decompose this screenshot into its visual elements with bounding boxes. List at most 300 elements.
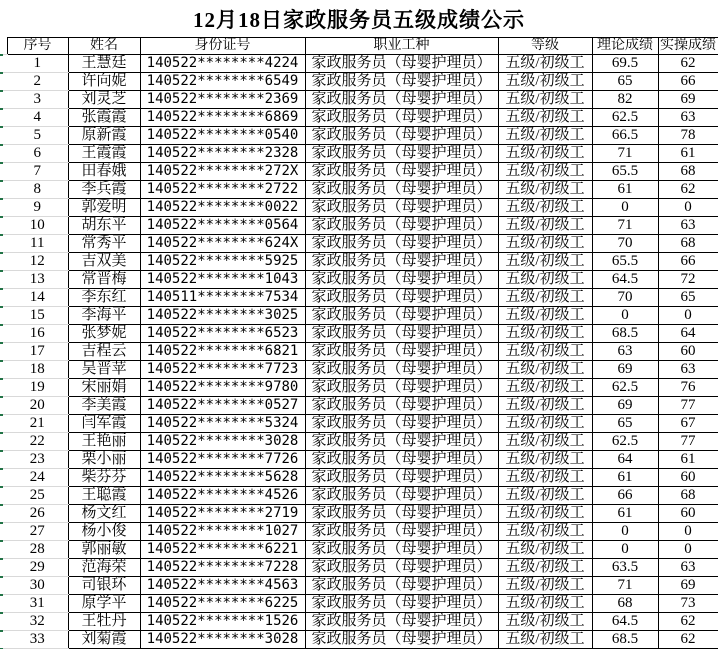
cell-level[interactable]: 五级/初级工 (498, 127, 592, 145)
table-row (0, 181, 718, 199)
cell-practical[interactable]: 69 (658, 91, 718, 109)
cell-occupation[interactable]: 家政服务员（母婴护理员） (305, 217, 498, 235)
margin-cell (0, 271, 7, 289)
cell-name[interactable]: 原新霞 (68, 127, 140, 145)
cell-theory[interactable]: 63 (592, 343, 658, 361)
table-row (0, 217, 718, 235)
table-row (0, 577, 718, 595)
cell-id[interactable]: 140522********4563 (140, 577, 305, 595)
cell-id[interactable]: 140522********0540 (140, 127, 305, 145)
cell-theory[interactable]: 71 (592, 145, 658, 163)
header-practical[interactable]: 实操成绩 (660, 38, 716, 53)
cell-id[interactable]: 140522********3028 (140, 631, 305, 649)
cell-no[interactable]: 24 (7, 469, 68, 487)
cell-practical[interactable]: 62 (658, 613, 718, 631)
cell-no[interactable]: 18 (7, 361, 68, 379)
cell-occupation[interactable]: 家政服务员（母婴护理员） (305, 109, 498, 127)
margin-cell (0, 451, 7, 469)
cell-id[interactable]: 140511********7534 (140, 289, 305, 307)
cell-practical[interactable]: 68 (658, 163, 718, 181)
cell-level[interactable]: 五级/初级工 (498, 595, 592, 613)
table-row (0, 55, 718, 73)
cell-no[interactable]: 10 (7, 217, 68, 235)
cell-no[interactable]: 9 (7, 199, 68, 217)
cell-no[interactable]: 19 (7, 379, 68, 397)
cell-theory[interactable]: 65 (592, 415, 658, 433)
cell-id[interactable]: 140522********6225 (140, 595, 305, 613)
cell-id[interactable]: 140522********0022 (140, 199, 305, 217)
cell-practical[interactable]: 77 (658, 433, 718, 451)
page-title: 12月18日家政服务员五级成绩公示 (193, 7, 525, 32)
cell-level[interactable]: 五级/初级工 (498, 379, 592, 397)
margin-cell (0, 559, 7, 577)
cell-id[interactable]: 140522********6549 (140, 73, 305, 91)
cell-practical[interactable]: 68 (658, 235, 718, 253)
cell-name[interactable]: 柴芬芬 (68, 469, 140, 487)
cell-no[interactable]: 28 (7, 541, 68, 559)
cell-name[interactable]: 刘灵芝 (68, 91, 140, 109)
cell-level[interactable]: 五级/初级工 (498, 505, 592, 523)
margin-cell (0, 199, 7, 217)
cell-no[interactable]: 22 (7, 433, 68, 451)
table-row (0, 613, 718, 631)
cell-name[interactable]: 李兵霞 (68, 181, 140, 199)
margin-cell (0, 397, 7, 415)
cell-no[interactable]: 13 (7, 271, 68, 289)
header-id[interactable]: 身份证号 (140, 38, 305, 55)
cell-no[interactable]: 23 (7, 451, 68, 469)
table-row (0, 73, 718, 91)
cell-no[interactable]: 2 (7, 73, 68, 91)
cell-practical[interactable]: 63 (658, 361, 718, 379)
cell-theory[interactable]: 68 (592, 595, 658, 613)
margin-cell (0, 73, 7, 91)
cell-practical[interactable]: 66 (658, 253, 718, 271)
table-row (0, 91, 718, 109)
cell-no[interactable]: 14 (7, 289, 68, 307)
header-row (0, 38, 718, 55)
cell-no[interactable]: 33 (7, 631, 68, 649)
cell-id[interactable]: 140522********1027 (140, 523, 305, 541)
cell-theory[interactable]: 70 (592, 235, 658, 253)
cell-occupation[interactable]: 家政服务员（母婴护理员） (305, 595, 498, 613)
cell-theory[interactable]: 70 (592, 289, 658, 307)
cell-no[interactable]: 21 (7, 415, 68, 433)
cell-theory[interactable]: 0 (592, 523, 658, 541)
cell-name[interactable]: 常秀平 (68, 235, 140, 253)
cell-level[interactable]: 五级/初级工 (498, 163, 592, 181)
cell-theory[interactable]: 64.5 (592, 613, 658, 631)
margin-cell (0, 253, 7, 271)
cell-practical[interactable]: 67 (658, 415, 718, 433)
cell-theory[interactable]: 66.5 (592, 127, 658, 145)
margin-cell (0, 613, 7, 631)
cell-occupation[interactable]: 家政服务员（母婴护理员） (305, 163, 498, 181)
cell-id[interactable]: 140522********5628 (140, 469, 305, 487)
cell-name[interactable]: 杨小俊 (68, 523, 140, 541)
cell-practical[interactable]: 0 (658, 307, 718, 325)
scores-table (0, 37, 718, 649)
cell-no[interactable]: 16 (7, 325, 68, 343)
cell-id[interactable]: 140522********7228 (140, 559, 305, 577)
cell-practical[interactable]: 60 (658, 343, 718, 361)
cell-practical[interactable]: 0 (658, 523, 718, 541)
cell-practical[interactable]: 78 (658, 127, 718, 145)
cell-id[interactable]: 140522********0527 (140, 397, 305, 415)
cell-practical[interactable]: 61 (658, 145, 718, 163)
cell-theory[interactable]: 65.5 (592, 253, 658, 271)
margin-cell (0, 415, 7, 433)
cell-no[interactable]: 31 (7, 595, 68, 613)
table-row (0, 109, 718, 127)
cell-name[interactable]: 吉程云 (68, 343, 140, 361)
cell-occupation[interactable]: 家政服务员（母婴护理员） (305, 577, 498, 595)
cell-occupation[interactable]: 家政服务员（母婴护理员） (305, 145, 498, 163)
cell-theory[interactable]: 68.5 (592, 631, 658, 649)
cell-name[interactable]: 许向妮 (68, 73, 140, 91)
cell-no[interactable]: 20 (7, 397, 68, 415)
cell-name[interactable]: 栗小丽 (68, 451, 140, 469)
cell-theory[interactable]: 66 (592, 487, 658, 505)
cell-no[interactable]: 29 (7, 559, 68, 577)
cell-occupation[interactable]: 家政服务员（母婴护理员） (305, 505, 498, 523)
cell-id[interactable]: 140522********6821 (140, 343, 305, 361)
margin-cell (0, 361, 7, 379)
cell-occupation[interactable]: 家政服务员（母婴护理员） (305, 91, 498, 109)
cell-no[interactable]: 30 (7, 577, 68, 595)
table-row (0, 145, 718, 163)
table-row (0, 559, 718, 577)
cell-occupation[interactable]: 家政服务员（母婴护理员） (305, 199, 498, 217)
cell-practical[interactable]: 66 (658, 73, 718, 91)
cell-name[interactable]: 杨文红 (68, 505, 140, 523)
cell-level[interactable]: 五级/初级工 (498, 613, 592, 631)
cell-name[interactable]: 张霞霞 (68, 109, 140, 127)
margin-cell (0, 325, 7, 343)
cell-theory[interactable]: 0 (592, 307, 658, 325)
cell-name[interactable]: 张梦妮 (68, 325, 140, 343)
margin-cell (0, 38, 7, 55)
cell-level[interactable]: 五级/初级工 (498, 253, 592, 271)
margin-cell (0, 109, 7, 127)
cell-theory[interactable]: 62.5 (592, 109, 658, 127)
cell-occupation[interactable]: 家政服务员（母婴护理员） (305, 397, 498, 415)
cell-practical[interactable]: 62 (658, 55, 718, 73)
cell-theory[interactable]: 61 (592, 505, 658, 523)
cell-level[interactable]: 五级/初级工 (498, 91, 592, 109)
cell-id[interactable]: 140522********3028 (140, 433, 305, 451)
cell-name[interactable]: 司银环 (68, 577, 140, 595)
cell-practical[interactable]: 72 (658, 271, 718, 289)
cell-occupation[interactable]: 家政服务员（母婴护理员） (305, 523, 498, 541)
cell-occupation[interactable]: 家政服务员（母婴护理员） (305, 613, 498, 631)
cell-level[interactable]: 五级/初级工 (498, 289, 592, 307)
cell-id[interactable]: 140522********9780 (140, 379, 305, 397)
cell-theory[interactable]: 65.5 (592, 163, 658, 181)
cell-practical[interactable]: 76 (658, 379, 718, 397)
table-row (0, 307, 718, 325)
cell-occupation[interactable]: 家政服务员（母婴护理员） (305, 343, 498, 361)
cell-occupation[interactable]: 家政服务员（母婴护理员） (305, 253, 498, 271)
cell-practical[interactable]: 65 (658, 289, 718, 307)
cell-level[interactable]: 五级/初级工 (498, 325, 592, 343)
cell-id[interactable]: 140522********6869 (140, 109, 305, 127)
cell-occupation[interactable]: 家政服务员（母婴护理员） (305, 73, 498, 91)
cell-no[interactable]: 15 (7, 307, 68, 325)
cell-level[interactable]: 五级/初级工 (498, 397, 592, 415)
cell-theory[interactable]: 61 (592, 469, 658, 487)
cell-practical[interactable]: 61 (658, 451, 718, 469)
margin-cell (0, 181, 7, 199)
cell-theory[interactable]: 64.5 (592, 271, 658, 289)
cell-practical[interactable]: 77 (658, 397, 718, 415)
margin-cell (0, 631, 7, 649)
cell-name[interactable]: 李东红 (68, 289, 140, 307)
cell-no[interactable]: 4 (7, 109, 68, 127)
cell-practical[interactable]: 63 (658, 559, 718, 577)
cell-id[interactable]: 140522********2369 (140, 91, 305, 109)
margin-cell (0, 127, 7, 145)
table-row (0, 433, 718, 451)
cell-id[interactable]: 140522********2719 (140, 505, 305, 523)
cell-name[interactable]: 闫军霞 (68, 415, 140, 433)
margin-cell (0, 505, 7, 523)
cell-name[interactable]: 宋丽娟 (68, 379, 140, 397)
header-name[interactable]: 姓名 (68, 38, 140, 55)
margin-cell (0, 307, 7, 325)
cell-occupation[interactable]: 家政服务员（母婴护理员） (305, 541, 498, 559)
cell-id[interactable]: 140522********7723 (140, 361, 305, 379)
cell-name[interactable]: 王慧廷 (68, 55, 140, 73)
cell-id[interactable]: 140522********3025 (140, 307, 305, 325)
table-row (0, 271, 718, 289)
cell-occupation[interactable]: 家政服务员（母婴护理员） (305, 127, 498, 145)
cell-occupation[interactable]: 家政服务员（母婴护理员） (305, 271, 498, 289)
cell-name[interactable]: 吴晋苹 (68, 361, 140, 379)
cell-occupation[interactable]: 家政服务员（母婴护理员） (305, 469, 498, 487)
header-occupation[interactable]: 职业工种 (305, 38, 498, 55)
table-row (0, 289, 718, 307)
margin-cell (0, 523, 7, 541)
cell-theory[interactable]: 62.5 (592, 379, 658, 397)
cell-id[interactable]: 140522********2722 (140, 181, 305, 199)
margin-cell (0, 55, 7, 73)
cell-level[interactable]: 五级/初级工 (498, 109, 592, 127)
cell-theory[interactable]: 69.5 (592, 55, 658, 73)
cell-theory[interactable]: 71 (592, 217, 658, 235)
cell-theory[interactable]: 61 (592, 181, 658, 199)
cell-no[interactable]: 26 (7, 505, 68, 523)
cell-name[interactable]: 李美霞 (68, 397, 140, 415)
cell-practical[interactable]: 64 (658, 325, 718, 343)
cell-level[interactable]: 五级/初级工 (498, 271, 592, 289)
margin-cell (0, 487, 7, 505)
cell-level[interactable]: 五级/初级工 (498, 523, 592, 541)
cell-no[interactable]: 3 (7, 91, 68, 109)
cell-id[interactable]: 140522********0564 (140, 217, 305, 235)
table-row (0, 415, 718, 433)
cell-id[interactable]: 140522********2328 (140, 145, 305, 163)
margin-cell (0, 577, 7, 595)
cell-occupation[interactable]: 家政服务员（母婴护理员） (305, 379, 498, 397)
margin-cell (0, 469, 7, 487)
cell-occupation[interactable]: 家政服务员（母婴护理员） (305, 289, 498, 307)
cell-practical[interactable]: 60 (658, 505, 718, 523)
cell-occupation[interactable]: 家政服务员（母婴护理员） (305, 235, 498, 253)
cell-occupation[interactable]: 家政服务员（母婴护理员） (305, 325, 498, 343)
cell-id[interactable]: 140522********1043 (140, 271, 305, 289)
cell-no[interactable]: 17 (7, 343, 68, 361)
margin-cell (0, 289, 7, 307)
cell-practical[interactable]: 0 (658, 541, 718, 559)
cell-level[interactable]: 五级/初级工 (498, 433, 592, 451)
table-row (0, 523, 718, 541)
cell-no[interactable]: 12 (7, 253, 68, 271)
cell-name[interactable]: 王聪霞 (68, 487, 140, 505)
cell-name[interactable]: 郭爱明 (68, 199, 140, 217)
margin-cell (0, 433, 7, 451)
cell-level[interactable]: 五级/初级工 (498, 199, 592, 217)
cell-level[interactable]: 五级/初级工 (498, 469, 592, 487)
cell-no[interactable]: 1 (7, 55, 68, 73)
cell-level[interactable]: 五级/初级工 (498, 181, 592, 199)
cell-no[interactable]: 7 (7, 163, 68, 181)
margin-cell (0, 343, 7, 361)
cell-name[interactable]: 常晋梅 (68, 271, 140, 289)
cell-name[interactable]: 田春娥 (68, 163, 140, 181)
cell-name[interactable]: 范海荣 (68, 559, 140, 577)
margin-cell (0, 541, 7, 559)
cell-level[interactable]: 五级/初级工 (498, 73, 592, 91)
table-row (0, 487, 718, 505)
cell-level[interactable]: 五级/初级工 (498, 145, 592, 163)
cell-level[interactable]: 五级/初级工 (498, 415, 592, 433)
cell-no[interactable]: 8 (7, 181, 68, 199)
cell-practical[interactable]: 62 (658, 631, 718, 649)
cell-level[interactable]: 五级/初级工 (498, 487, 592, 505)
header-no[interactable]: 序号 (7, 38, 68, 55)
cell-theory[interactable]: 69 (592, 397, 658, 415)
cell-occupation[interactable]: 家政服务员（母婴护理员） (305, 433, 498, 451)
cell-occupation[interactable]: 家政服务员（母婴护理员） (305, 181, 498, 199)
cell-practical[interactable]: 68 (658, 487, 718, 505)
cell-practical[interactable]: 69 (658, 577, 718, 595)
cell-name[interactable]: 吉双美 (68, 253, 140, 271)
cell-theory[interactable]: 82 (592, 91, 658, 109)
cell-level[interactable]: 五级/初级工 (498, 361, 592, 379)
cell-level[interactable]: 五级/初级工 (498, 577, 592, 595)
cell-id[interactable]: 140522********7726 (140, 451, 305, 469)
table-row (0, 451, 718, 469)
cell-no[interactable]: 6 (7, 145, 68, 163)
cell-id[interactable]: 140522********6523 (140, 325, 305, 343)
cell-id[interactable]: 140522********1526 (140, 613, 305, 631)
cell-id[interactable]: 140522********4526 (140, 487, 305, 505)
cell-theory[interactable]: 0 (592, 199, 658, 217)
table-row (0, 541, 718, 559)
cell-occupation[interactable]: 家政服务员（母婴护理员） (305, 415, 498, 433)
cell-name[interactable]: 王艳丽 (68, 433, 140, 451)
cell-practical[interactable]: 60 (658, 469, 718, 487)
cell-theory[interactable]: 0 (592, 541, 658, 559)
cell-no[interactable]: 25 (7, 487, 68, 505)
table-row (0, 127, 718, 145)
cell-level[interactable]: 五级/初级工 (498, 541, 592, 559)
table-row (0, 631, 718, 649)
cell-id[interactable]: 140522********272X (140, 163, 305, 181)
cell-name[interactable]: 郭丽敏 (68, 541, 140, 559)
cell-no[interactable]: 32 (7, 613, 68, 631)
cell-occupation[interactable]: 家政服务员（母婴护理员） (305, 631, 498, 649)
cell-theory[interactable]: 64 (592, 451, 658, 469)
table-row (0, 469, 718, 487)
margin-cell (0, 145, 7, 163)
cell-practical[interactable]: 73 (658, 595, 718, 613)
cell-level[interactable]: 五级/初级工 (498, 307, 592, 325)
cell-level[interactable]: 五级/初级工 (498, 235, 592, 253)
cell-no[interactable]: 5 (7, 127, 68, 145)
cell-occupation[interactable]: 家政服务员（母婴护理员） (305, 307, 498, 325)
cell-theory[interactable]: 63.5 (592, 559, 658, 577)
table-row (0, 505, 718, 523)
cell-practical[interactable]: 0 (658, 199, 718, 217)
cell-name[interactable]: 刘菊霞 (68, 631, 140, 649)
cell-occupation[interactable]: 家政服务员（母婴护理员） (305, 55, 498, 73)
cell-level[interactable]: 五级/初级工 (498, 343, 592, 361)
cell-id[interactable]: 140522********5324 (140, 415, 305, 433)
cell-id[interactable]: 140522********624X (140, 235, 305, 253)
table-row (0, 343, 718, 361)
cell-occupation[interactable]: 家政服务员（母婴护理员） (305, 451, 498, 469)
cell-theory[interactable]: 71 (592, 577, 658, 595)
cell-level[interactable]: 五级/初级工 (498, 631, 592, 649)
cell-theory[interactable]: 62.5 (592, 433, 658, 451)
cell-no[interactable]: 27 (7, 523, 68, 541)
cell-occupation[interactable]: 家政服务员（母婴护理员） (305, 487, 498, 505)
cell-occupation[interactable]: 家政服务员（母婴护理员） (305, 559, 498, 577)
margin-cell (0, 217, 7, 235)
margin-cell (0, 91, 7, 109)
cell-level[interactable]: 五级/初级工 (498, 217, 592, 235)
cell-theory[interactable]: 69 (592, 361, 658, 379)
cell-practical[interactable]: 63 (658, 109, 718, 127)
cell-occupation[interactable]: 家政服务员（母婴护理员） (305, 361, 498, 379)
cell-id[interactable]: 140522********5925 (140, 253, 305, 271)
cell-practical[interactable]: 62 (658, 181, 718, 199)
margin-cell (0, 235, 7, 253)
header-level[interactable]: 等级 (498, 38, 592, 55)
table-row (0, 199, 718, 217)
cell-practical[interactable]: 63 (658, 217, 718, 235)
cell-no[interactable]: 11 (7, 235, 68, 253)
cell-name[interactable]: 李海平 (68, 307, 140, 325)
cell-level[interactable]: 五级/初级工 (498, 55, 592, 73)
cell-theory[interactable]: 68.5 (592, 325, 658, 343)
table-row (0, 361, 718, 379)
cell-name[interactable]: 王霞霞 (68, 145, 140, 163)
cell-name[interactable]: 胡东平 (68, 217, 140, 235)
cell-level[interactable]: 五级/初级工 (498, 559, 592, 577)
cell-level[interactable]: 五级/初级工 (498, 451, 592, 469)
cell-theory[interactable]: 65 (592, 73, 658, 91)
cell-id[interactable]: 140522********4224 (140, 55, 305, 73)
table-row (0, 325, 718, 343)
cell-name[interactable]: 原学平 (68, 595, 140, 613)
header-theory[interactable]: 理论成绩 (592, 38, 658, 55)
table-row (0, 595, 718, 613)
cell-name[interactable]: 王牡丹 (68, 613, 140, 631)
cell-id[interactable]: 140522********6221 (140, 541, 305, 559)
